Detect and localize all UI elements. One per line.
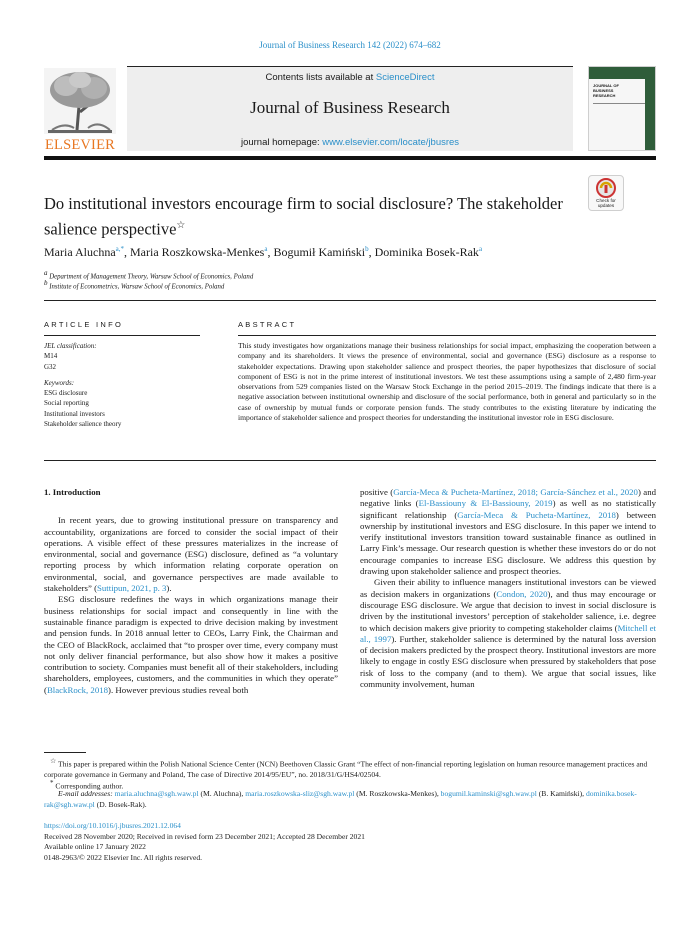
author-affiliation-mark[interactable]: a,	[115, 245, 121, 253]
received-dates: Received 28 November 2020; Received in revised form 23 December 2021; Accepted 28 December 2021	[44, 831, 365, 841]
paragraph-text: ) as well as no statistically significant relationship (	[360, 498, 657, 520]
author-name[interactable]: Bogumił Kamiński	[273, 245, 366, 259]
homepage-prefix: journal homepage:	[240, 137, 323, 148]
paragraph-text: ) between ownership by institutional investors and ESG disclosure. In this paper we intend to verify institutional investors transition toward sustainable finance as outlined in Larry Fink’s message. Our research question is whether these investors do or do not encourage companies to increase ESG disclosure. We address this question by drawing upon stakeholder salience and prospect theories.	[360, 509, 657, 577]
paragraph	[44, 515, 338, 594]
funding-text: This paper is prepared within the Polish National Science Center (NCN) Beethoven Classic Grant “The effect of non-financial reporting legislation on human resource management practices and corporate governance in Germany and Poland, The case of Directive 2014/95/EU”, no. 2018/31/G/HS4/02504.	[44, 759, 648, 780]
abstract-text: This study investigates how organizations manage their business relationships for social impact, emphasizing the cooperation between a company and its shareholders. It views the presence of environmental, social and governance (ESG) disclosure as a response to stakeholder expectations. Drawing upon stakeholder salience and prospect theories, the paper hypothesizes that disclosure of social component of ESG is not in the prime interest of institutional investors. We test these assumptions using a sample of 2,480 firm-year observations from 529 companies listed on the Warsaw Stock Exchange in the period 2015–2019. The findings indicate that there is a negative association between institutional ownership and disclosure of the social performance, both in general and particularly so in the case of ownership by mutual funds or corporate pension funds. The study contributes to the existing literature by indicating the importance of stakeholder salience and prospect theories for understanding the institutional investor role in ESG disclosure.	[238, 341, 656, 423]
email-owner: (D. Bosek-Rak).	[96, 799, 147, 809]
paragraph-text: ) and negative links (	[360, 487, 656, 509]
header-divider	[44, 156, 656, 160]
paragraph-text: In recent years, due to growing institutional pressure on transparency and accountability, organizations are forced to consider the social impact of their operations. A visible effect of these pressures materializes in the increase of environmental, social and governance (ESG) disclosure, defined as “a voluntary reporting process by which information relating corporate operation on environmental, social, and governance perspectives are made available to stakeholders” (	[44, 515, 338, 594]
cover-title: JOURNAL OF BUSINESS RESEARCH	[593, 83, 619, 98]
corresponding-author-mark[interactable]: *	[120, 245, 125, 253]
homepage-line	[127, 137, 573, 148]
author-name[interactable]: Maria Roszkowska-Menkes	[130, 245, 265, 259]
jel-label: JEL classification:	[44, 342, 97, 350]
copyright: 0148-2963/© 2022 Elsevier Inc. All rights reserved.	[44, 852, 203, 862]
article-info	[44, 341, 214, 429]
footnote-rule	[44, 752, 86, 753]
body-left-column	[44, 487, 338, 696]
abstract-bottom-rule	[44, 460, 656, 461]
author-affiliation-mark[interactable]: a	[478, 245, 483, 253]
badge-label: Check for updates	[596, 198, 616, 208]
section-title: 1. Introduction	[44, 487, 101, 497]
funding-footnote	[44, 756, 656, 781]
paragraph-text: ).	[166, 583, 172, 594]
paragraph-text: ESG disclosure redefines the ways in which organizations manage their business relationships for social impact and consequently in line with the sustainable finance paradigm is expected to drive decision making by investment and pension funds. In 2018 annual letter to CEOs, Larry Fink, the Chairman and the CEO of BlackRock, acclaimed that “to prosper over time, every company must not only deliver financial performance, but also show how it makes a positive contribution to society. Companies must benefit all of their stakeholders, including shareholders, employees, customers, and the communities in which they operate” (	[44, 594, 338, 695]
email-link[interactable]: maria.aluchna@sgh.waw.pl	[114, 789, 199, 798]
jel-code: M14	[44, 352, 58, 361]
article-title-text: Do institutional investors encourage firm to social disclosure? The stakeholder salience perspective	[44, 194, 563, 239]
cover-top-band	[589, 67, 655, 79]
citation-link[interactable]: Condon, 2020	[496, 588, 548, 599]
abstract-heading: ABSTRACT	[238, 320, 297, 329]
frontmatter-divider	[44, 300, 656, 301]
funding-footnote-mark: ☆	[50, 757, 57, 765]
keyword[interactable]: Stakeholder salience theory	[44, 420, 122, 429]
publication-meta	[44, 821, 365, 863]
affiliation-text: Department of Management Theory, Warsaw School of Economics, Poland	[49, 273, 254, 281]
keyword[interactable]: ESG disclosure	[44, 389, 88, 398]
available-online: Available online 17 January 2022	[44, 842, 146, 852]
sciencedirect-link[interactable]: ScienceDirect	[375, 72, 435, 83]
abstract-rule	[238, 335, 656, 336]
paragraph	[360, 487, 656, 577]
corresponding-mark: *	[50, 779, 54, 787]
affiliation-mark: b	[44, 279, 48, 287]
doi-link[interactable]: https://doi.org/10.1016/j.jbusres.2021.12.064	[44, 821, 181, 830]
email-link[interactable]: bogumil.kaminski@sgh.waw.pl	[440, 789, 537, 798]
email-link[interactable]: dominika.bosek-rak@sgh.waw.pl	[44, 789, 637, 809]
contents-line	[127, 72, 573, 83]
check-for-updates-icon	[589, 177, 623, 199]
email-owner: (M. Aluchna),	[200, 789, 244, 798]
cover-rule	[593, 103, 651, 104]
paragraph-text: Given their ability to influence managers institutional investors can be viewed as decision makers in organizations (	[360, 577, 656, 599]
paragraph	[44, 594, 338, 696]
citation-link[interactable]: Mitchell et al., 1997	[360, 622, 657, 644]
email-owner: (B. Kamiński),	[538, 789, 585, 798]
paragraph-text: ). Further, stakeholder salience is determined by the natural loss aversion of decision makers predicted by the prospect theory. Institutional investors are more likely to engage in costly ESG disclosure when pressured by stakeholders that pose risk of loss to the company (and to them). We argue that social issues, like community involvement, human	[360, 633, 656, 690]
citation-link[interactable]: García-Meca & Pucheta-Martínez, 2018; García-Sánchez et al., 2020	[393, 487, 638, 497]
article-info-heading: ARTICLE INFO	[44, 320, 124, 329]
journal-cover-thumbnail[interactable]	[588, 66, 656, 151]
citation-link[interactable]: BlackRock, 2018	[46, 684, 109, 695]
email-owner: (M. Roszkowska-Menkes),	[356, 789, 439, 798]
email-label: E-mail addresses:	[58, 789, 113, 798]
cover-side-band	[645, 79, 655, 150]
citation-link[interactable]: El-Bassiouny & El-Bassiouny, 2019	[418, 498, 553, 509]
paragraph	[360, 577, 656, 690]
author-name[interactable]: Dominika Bosek-Rak	[374, 245, 479, 259]
citation-link[interactable]: García-Meca & Pucheta-Martínez, 2018	[457, 509, 616, 520]
keywords-label: Keywords:	[44, 378, 75, 387]
title-footnote-mark[interactable]: ☆	[176, 220, 186, 231]
author-name[interactable]: Maria Aluchna	[44, 245, 116, 259]
author-affiliation-mark[interactable]: b	[365, 245, 369, 253]
article-title	[44, 193, 564, 241]
keyword[interactable]: Institutional investors	[44, 409, 105, 418]
contents-prefix: Contents lists available at	[265, 72, 376, 83]
jel-code: G32	[44, 362, 57, 371]
body-right-column	[360, 487, 656, 690]
publisher-name: ELSEVIER	[44, 137, 116, 153]
corresponding-text: Corresponding author.	[55, 781, 124, 791]
email-footnote	[44, 789, 656, 810]
affiliation-b	[44, 279, 224, 290]
affiliation-text: Institute of Econometrics, Warsaw School of Economics, Poland	[49, 283, 225, 291]
paragraph-text: ). However previous studies reveal both	[108, 684, 249, 695]
journal-citation[interactable]: Journal of Business Research 142 (2022) 674–682	[259, 40, 441, 50]
author-affiliation-mark[interactable]: a	[264, 245, 268, 253]
keyword[interactable]: Social reporting	[44, 399, 89, 408]
paragraph-text: positive (	[360, 487, 394, 497]
check-for-updates-badge[interactable]	[588, 175, 624, 211]
article-info-rule	[44, 335, 200, 336]
journal-homepage-link[interactable]: www.elsevier.com/locate/jbusres	[322, 137, 460, 148]
author-list: Maria Aluchna$^{a,*}$, Maria Roszkowska-Menkes$^a$, Bogumił Kamiński$^b$, Dominika Bosek-Rak$^a$	[44, 245, 483, 259]
affiliation-mark: a	[44, 269, 48, 277]
citation-link[interactable]: Suttipun, 2021, p. 3	[97, 583, 167, 594]
paragraph-text: ), and thus may encourage or discourage ESG disclosure. We argue that decision to invest in social disclosure is driven by the institutional investors’ perception of stakeholder salience, i.e. degree to which decision makers give priority to competing stakeholder claims (	[360, 588, 656, 633]
journal-name: Journal of Business Research	[250, 98, 450, 117]
email-link[interactable]: maria.roszkowska-sliz@sgh.waw.pl	[245, 789, 355, 798]
